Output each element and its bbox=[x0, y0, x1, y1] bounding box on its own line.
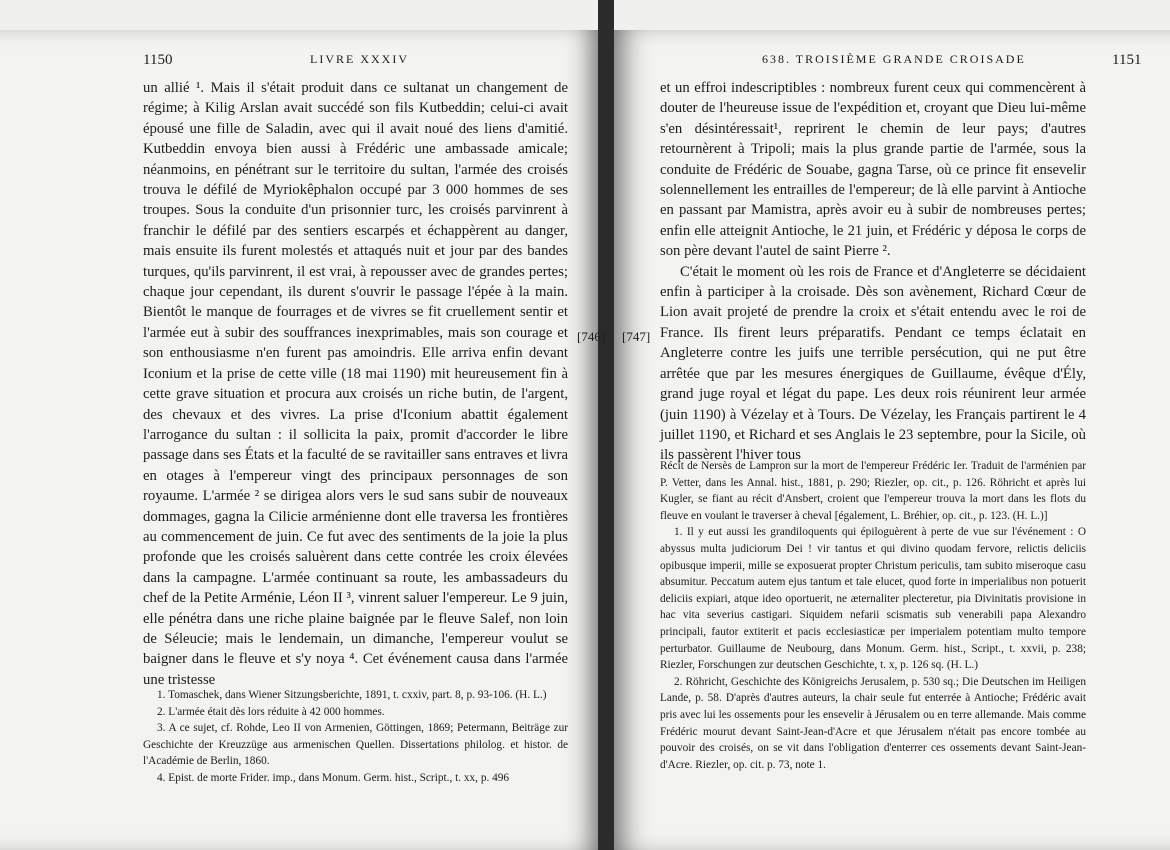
right-footnote-continuation: Récit de Nersès de Lampron sur la mort de l'empereur Frédéric Ier. Traduit de l'arménien par P. Vetter, dans les Annal. hist., 1881, p. 290; Riezler, op. cit., p. 126. Röhricht et après lui Kugler, se fiant au récit d'Ansbert, croient que l'empereur trouva la mort dans les flots du fleuve en voulant le traverser à cheval [également, L. Bréhier, op. cit., p. 123. (H. L.)] bbox=[660, 460, 1086, 522]
right-paragraph-2: C'était le moment où les rois de France et d'Angleterre se décidaient enfin à participer à la croisade. Dès son avènement, Richard Cœur de Lion avait projeté de prendre la croix et s'était entendu avec le roi de France. Ils firent leurs préparatifs. Pendant ce temps éclatait en Angleterre contre les juifs une terrible persécution, qui ne put être arrêtée que par les mesures énergiques de Guillaume, évêque d'Ély, grand juge royal et légat du pape. Les deux rois réunirent leur armée (juin 1190) à Vézelay et à Tours. De Vézelay, les Français partirent le 4 juillet 1190, et Richard et ses Anglais le 23 septembre, pour la Sicile, où ils passèrent l'hiver tous bbox=[660, 263, 1086, 464]
left-footnote-3: 3. A ce sujet, cf. Rohde, Leo II von Armenien, Göttingen, 1869; Petermann, Beiträge zur Geschichte der Kreuzzüge aus armenischen Quellen. Dissertations philolog. et histor. de l'Académie de Berlin, 1860. bbox=[143, 722, 568, 768]
right-margin-number: [747] bbox=[622, 329, 651, 344]
right-body-text bbox=[660, 78, 1086, 466]
left-footnote-2: 2. L'armée était dès lors réduite à 42 000 hommes. bbox=[157, 705, 385, 718]
left-footnotes bbox=[143, 687, 568, 787]
left-paragraph-1: un allié ¹. Mais il s'était produit dans ce sultanat un changement de régime; à Kilig Arslan avait succédé son fils Kutbeddin; celui-ci avait épousé une fille de Saladin, avec qui il avait noué des liens d'amitié. Kutbeddin envoya bien aussi à Frédéric une ambassade amicale; néanmoins, en pénétrant sur le territoire du sultan, l'armée des croisés trouva le défilé de Myriokêphalon occupé par 3 000 hommes de ses troupes. Sous la conduite d'un prisonnier turc, les croisés parvinrent à franchir le défilé par des sentiers escarpés et échappèrent au danger, mais ensuite ils furent molestés et attaqués nuit et jour par des bandes turques, qu'ils parvinrent, il est vrai, à repousser avec de grandes pertes; chaque jour cependant, ils durent s'ouvrir le passage l'épée à la main. Bientôt le manque de fourrages et de vivres se fit cruellement sentir et l'armée eut à subir des souffrances inexprimables, mais son courage et son enthousiasme n'en furent pas amoindris. Elle arriva enfin devant Iconium et la prise de cette ville (18 mai 1190) mit heureusement fin à cette grave situation et procura aux croisés un riche butin, de l'argent, des chevaux et des vivres. La prise d'Iconium abattit également l'arrogance du sultan : il sollicita la paix, promit d'accorder le libre passage dans ses États et la faculté de se ravitailler sans entraves et livra en otages à l'empereur vingt des principaux personnages de son royaume. L'armée ² se dirigea alors vers le sud sans subir de nouveaux dommages, gagna la Cilicie arménienne dont elle traversa les frontières au commencement de juin. Ce fut avec des sentiments de la joie la plus profonde que les croisés saluèrent dans cette contrée les croix élevées dans la campagne. L'armée continuant sa route, les ambassadeurs du chef de la Petite Arménie, Léon II ³, vinrent saluer l'empereur. Le 9 juin, elle pénétra dans une riche plaine baignée par le fleuve Salef, non loin de Séleucie; mais le lendemain, un dimanche, l'empereur voulut se baigner dans le fleuve et s'y noya ⁴. Cet événement causa dans l'armée une tristesse bbox=[143, 80, 568, 688]
right-paragraph-1: et un effroi indescriptibles : nombreux furent ceux qui commencèrent à douter de l'heureuse issue de l'expédition et, croyant que Dieu lui-même s'en désintéressait¹, reprirent le chemin de leur pays; d'autres retournèrent à Tripoli; mais la plus grande partie de l'armée, sous la conduite de Frédéric de Souabe, gagna Tarse, où ce prince fit ensevelir solennellement les entrailles de l'empereur; de là elle parvint à Antioche en passant par Mamistra, après avoir eu à subir de nombreuses pertes; enfin elle atteignit Antioche, le 21 juin, et Frédéric y déposa le corps de son père devant l'autel de saint Pierre ². bbox=[660, 80, 1086, 260]
right-running-title: 638. TROISIÈME GRANDE CROISADE bbox=[762, 52, 1026, 66]
left-footnote-4: 4. Epist. de morte Frider. imp., dans Monum. Germ. hist., Script., t. xx, p. 496 bbox=[157, 771, 510, 784]
left-page-number: 1150 bbox=[143, 52, 173, 68]
right-footnote-1: 1. Il y eut aussi les grandiloquents qui épiloguèrent à perte de vue sur l'événement : O abyssus multa judiciorum Dei ! vir tantus et qui divino quodam fervore, relictis deliciis opibusque imperii, mille se exposuerat propter Christum periculis, tam subito miseroque casu absumitur. Peccatum autem ejus tantum et tale elucet, quod forte in imperialibus non potuerit deliciis expiari, atque ideo oportuerit, ne æternaliter plecteretur, pia Divinitatis provisione in hac vita severius castigari. Siquidem nefarii scismatis sub venerabili papa Alexandro principali, fautor extiterit et pacis ecclesiasticæ per imperialem potentiam multo tempore perturbator. Guillaume de Neubourg, dans Monum. Germ. hist., Script., t. xxvii, p. 238; Riezler, Forschungen zur deutschen Geschichte, t. x, p. 126 sq. (H. L.) bbox=[660, 526, 1086, 672]
right-footnotes bbox=[660, 458, 1086, 773]
left-running-title: LIVRE XXXIV bbox=[310, 52, 409, 66]
top-edge bbox=[0, 0, 1170, 30]
right-footnote-2: 2. Röhricht, Geschichte des Königreichs Jerusalem, p. 530 sq.; Die Deutschen im Heiligen Lande, p. 58. D'après d'autres auteurs, la chair seule fut enterrée à Antioche; Frédéric avait pris avec lui les ossements pour les ensevelir à Jérusalem ou en terre allemande. Mais comme Frédéric mourut devant Saint-Jean-d'Acre et que Jérusalem n'était pas encore tombée au pouvoir des croisés, on se vit dans l'obligation d'enterrer ces ossements devant Saint-Jean-d'Acre. Riezler, op. cit. p. 73, note 1. bbox=[660, 675, 1086, 771]
left-footnote-1: 1. Tomaschek, dans Wiener Sitzungsberichte, 1891, t. cxxiv, part. 8, p. 93-106. (H. L.) bbox=[157, 689, 547, 701]
left-body-text bbox=[143, 78, 568, 690]
right-page-number: 1151 bbox=[1112, 52, 1142, 68]
book-gutter bbox=[598, 0, 614, 850]
left-margin-number: [746] bbox=[577, 329, 606, 344]
